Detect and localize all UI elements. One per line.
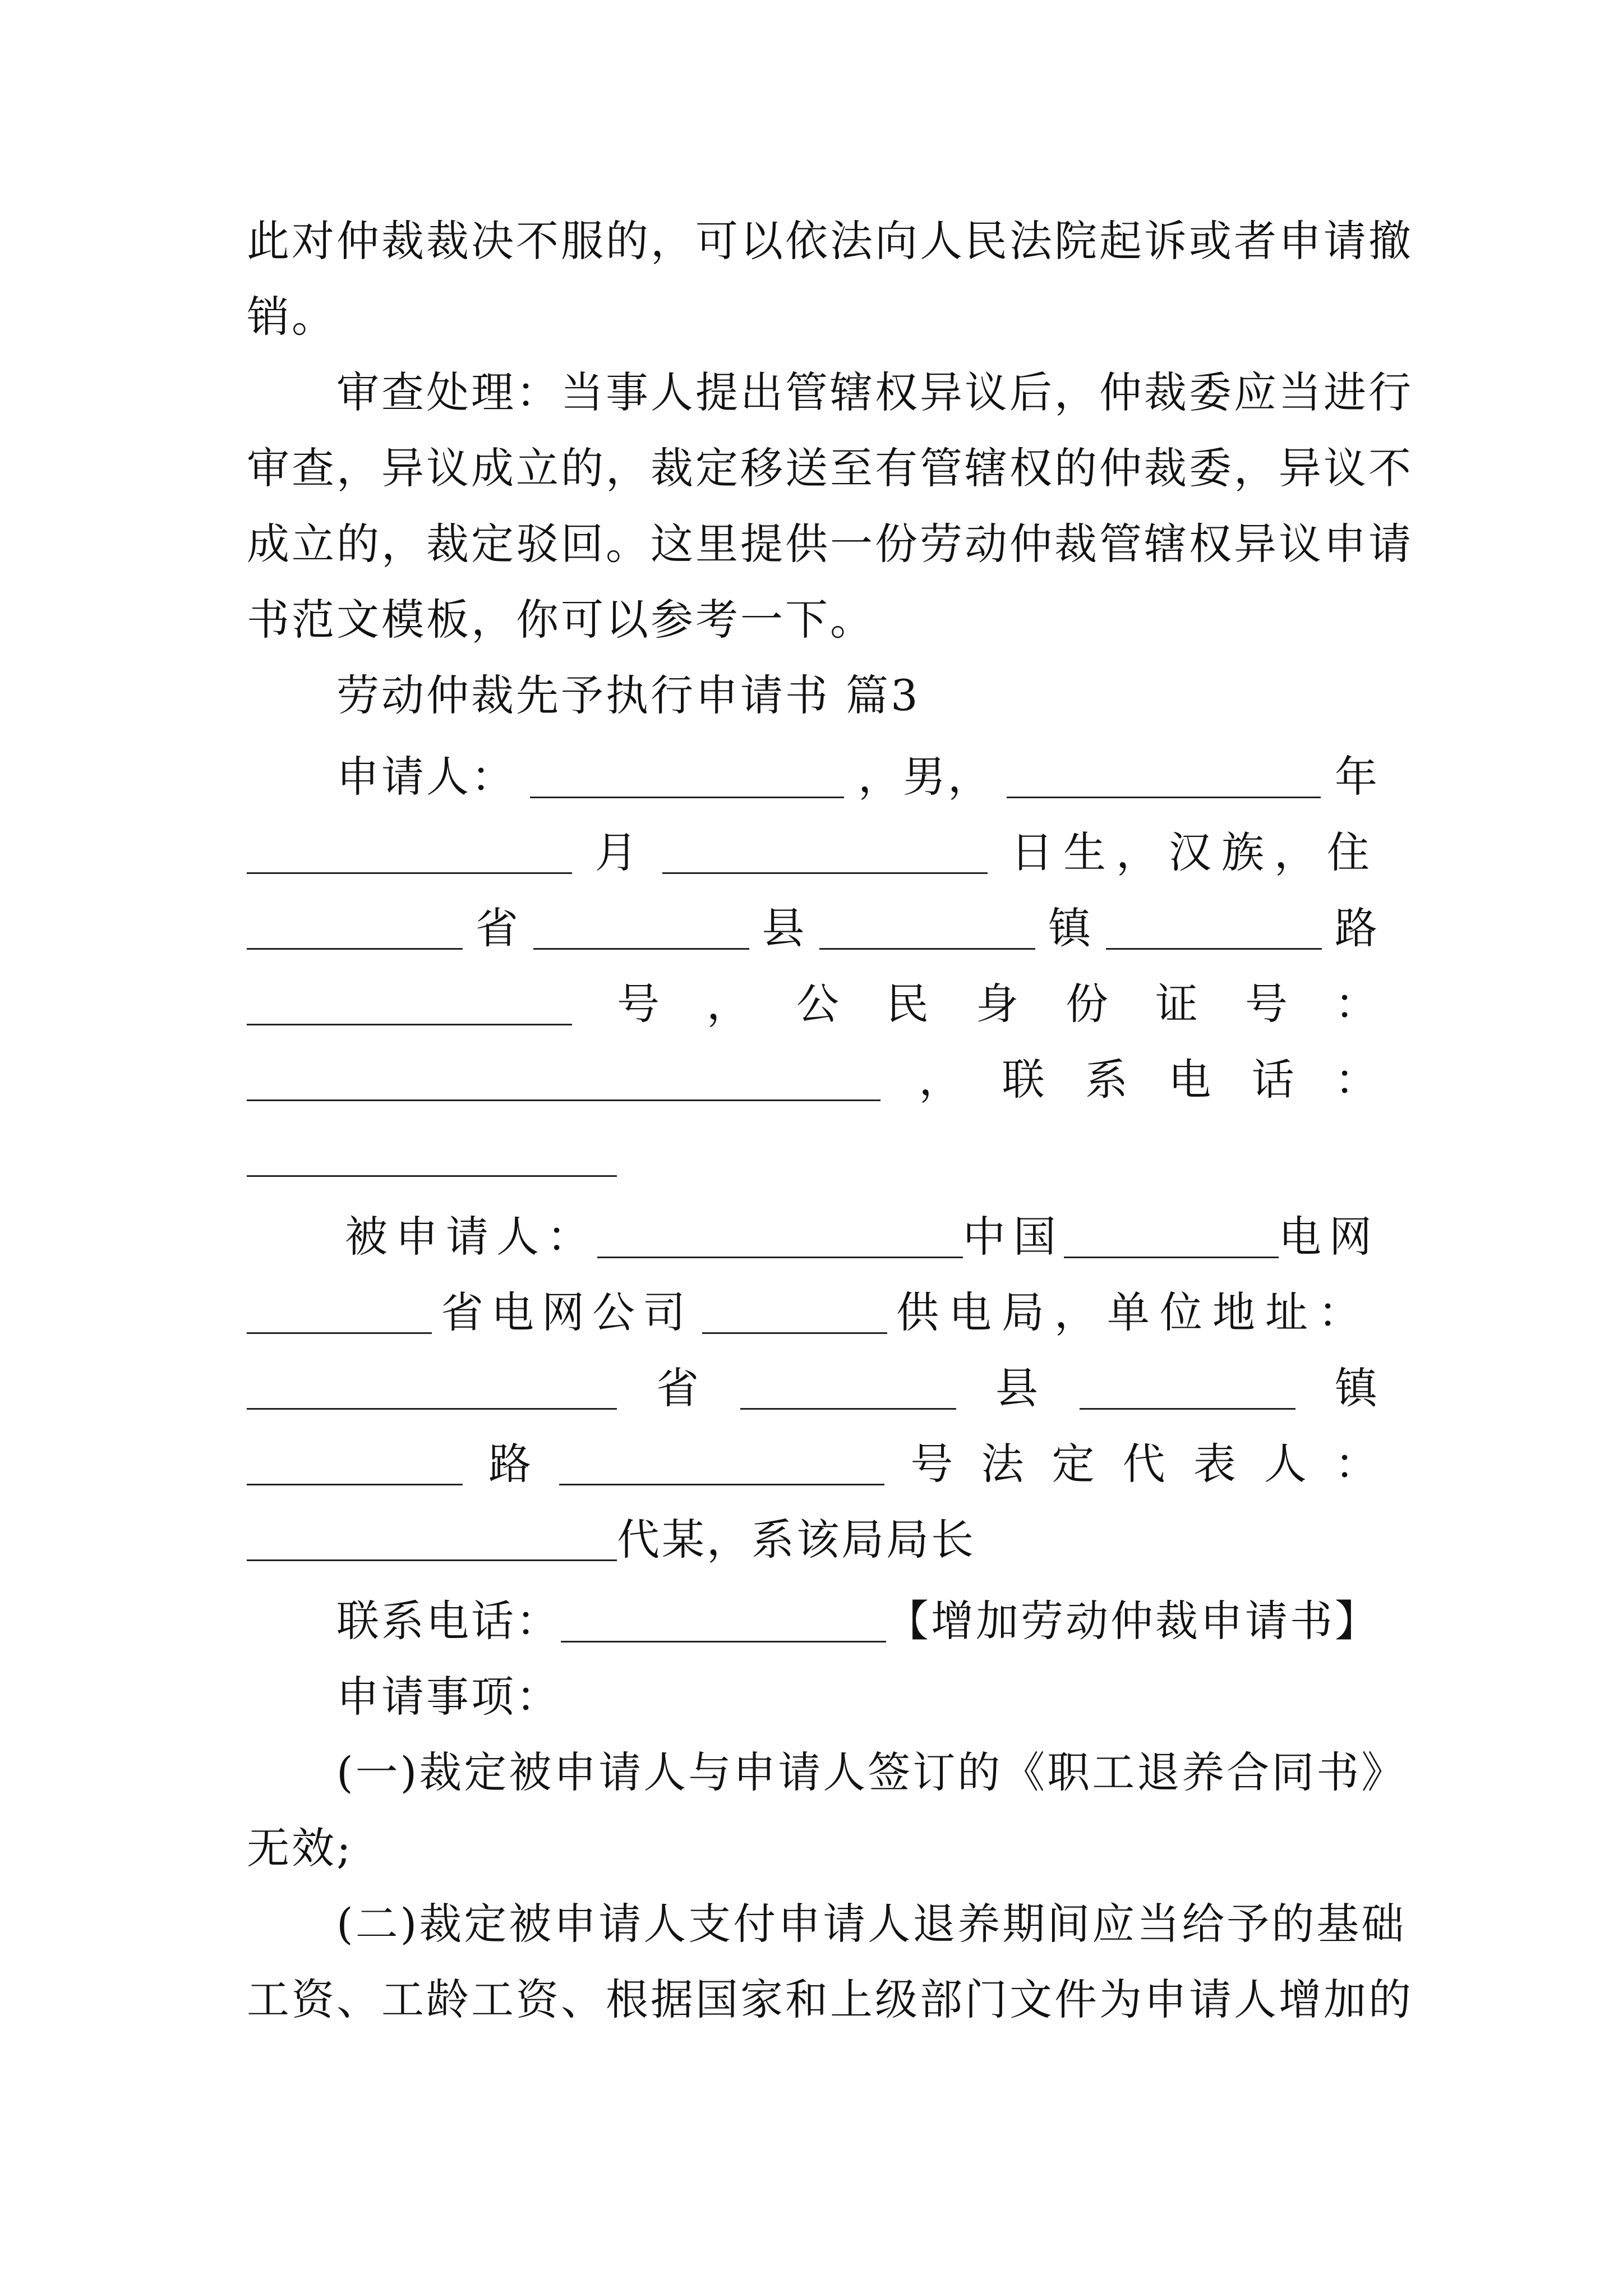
form-text: 证 xyxy=(1155,979,1200,1029)
blank-field xyxy=(702,1292,887,1334)
form-text: 省 xyxy=(656,1363,701,1413)
text-line xyxy=(247,1818,1380,1879)
blank-field xyxy=(247,832,572,874)
blank-field xyxy=(740,1368,956,1410)
form-text: 话 xyxy=(1251,1055,1297,1105)
paragraph-text: 成立的，裁定驳回。这里提供一份劳动仲裁管辖权异议申请 xyxy=(247,519,1413,569)
form-text: ： xyxy=(1334,1055,1380,1105)
form-text: ，男， xyxy=(858,752,993,802)
form-text: 民 xyxy=(886,979,931,1029)
blank-field xyxy=(530,756,844,798)
form-text: 中国 xyxy=(962,1212,1064,1262)
paragraph-text: 此对仲裁裁决不服的，可以依法向人民法院起诉或者申请撤 xyxy=(247,216,1413,266)
form-text: 份 xyxy=(1066,979,1110,1029)
form-text: 路 xyxy=(1334,903,1380,953)
blank-field xyxy=(559,1443,884,1485)
form-text: 电网 xyxy=(1279,1212,1380,1262)
blank-field xyxy=(597,1216,963,1258)
blank-field xyxy=(561,1600,886,1642)
form-line xyxy=(345,1206,1380,1268)
form-text: 路 xyxy=(488,1439,534,1489)
form-line xyxy=(247,1049,1380,1111)
form-text: 号 xyxy=(910,1439,956,1489)
form-line xyxy=(247,822,1380,884)
blank-field xyxy=(247,1135,617,1177)
blank-field xyxy=(247,1519,617,1561)
blank-field xyxy=(247,908,463,950)
paragraph-text: 书范文模板，你可以参考一下。 xyxy=(247,595,875,645)
form-text: 供电局，单位地址： xyxy=(896,1287,1371,1337)
blank-field xyxy=(247,1292,432,1334)
paragraph-text: 审查处理：当事人提出管辖权异议后，仲裁委应当进行 xyxy=(336,367,1413,417)
form-text: ， xyxy=(919,1055,964,1105)
form-line xyxy=(247,1125,1380,1186)
text-line xyxy=(247,438,1413,499)
form-text: 法 xyxy=(981,1439,1026,1489)
blank-field xyxy=(247,1368,617,1410)
form-text: 镇 xyxy=(1335,1363,1380,1413)
heading-text: 劳动仲裁先予执行申请书 篇3 xyxy=(336,670,920,720)
form-text: ： xyxy=(1334,1439,1380,1489)
form-text: 镇 xyxy=(1048,903,1094,953)
blank-field xyxy=(533,908,749,950)
form-text: 县 xyxy=(762,903,807,953)
form-text: 代某，系该局局长 xyxy=(617,1515,976,1565)
item-text: (一)裁定被申请人与申请人签订的《职工退养合同书》 xyxy=(336,1747,1407,1797)
form-text: 身 xyxy=(976,979,1021,1029)
text-line xyxy=(336,1742,1407,1803)
respondent-label: 被申请人： xyxy=(345,1212,597,1262)
form-text: 省电网公司 xyxy=(441,1287,693,1337)
item-text: 无效; xyxy=(247,1823,353,1873)
text-line xyxy=(247,513,1413,575)
text-line xyxy=(247,1969,1413,2031)
form-text: 电 xyxy=(1168,1055,1214,1105)
form-text: 号 xyxy=(617,979,662,1029)
paragraph-text: 审查，异议成立的，裁定移送至有管辖权的仲裁委，异议不 xyxy=(247,443,1413,493)
form-text: 日生，汉族，住 xyxy=(1010,827,1380,877)
item-text: (二)裁定被申请人支付申请人退养期间应当给予的基础 xyxy=(336,1899,1407,1949)
text-line xyxy=(336,1666,1380,1728)
form-line xyxy=(247,1433,1380,1495)
form-text: 号 xyxy=(1245,979,1290,1029)
blank-field xyxy=(247,1059,880,1101)
form-text: 【增加劳动仲裁申请书】 xyxy=(886,1596,1380,1646)
text-line xyxy=(247,589,1380,651)
blank-field xyxy=(819,908,1035,950)
text-line xyxy=(336,1893,1407,1955)
blank-field xyxy=(1106,908,1322,950)
section-heading xyxy=(336,665,1380,726)
blank-field xyxy=(1080,1368,1295,1410)
paragraph-text: 销。 xyxy=(247,292,336,342)
contact-label: 联系电话： xyxy=(336,1596,561,1646)
text-line xyxy=(336,362,1413,424)
blank-field xyxy=(1007,756,1321,798)
blank-field xyxy=(247,983,572,1025)
form-line xyxy=(247,1509,1380,1571)
form-line xyxy=(247,973,1380,1035)
form-text: 人 xyxy=(1264,1439,1309,1489)
form-text: 年 xyxy=(1335,752,1380,802)
form-line xyxy=(336,746,1380,808)
blank-field xyxy=(247,1443,463,1485)
form-text: ： xyxy=(1335,979,1380,1029)
form-line xyxy=(247,1358,1380,1419)
form-line xyxy=(247,898,1380,959)
form-text: 代 xyxy=(1122,1439,1168,1489)
text-line xyxy=(247,286,1380,348)
form-text: ， xyxy=(707,979,751,1029)
form-text: 公 xyxy=(796,979,841,1029)
form-text: 系 xyxy=(1085,1055,1130,1105)
form-text: 省 xyxy=(475,903,520,953)
blank-field xyxy=(662,832,988,874)
applicant-label: 申请人： xyxy=(336,752,516,802)
items-title: 申请事项： xyxy=(336,1672,561,1722)
blank-field xyxy=(1064,1216,1279,1258)
form-text: 定 xyxy=(1052,1439,1097,1489)
text-line xyxy=(247,210,1413,272)
form-text: 表 xyxy=(1193,1439,1238,1489)
form-text: 联 xyxy=(1002,1055,1047,1105)
item-text: 工资、工龄工资、根据国家和上级部门文件为申请人增加的 xyxy=(247,1975,1413,2024)
form-text: 县 xyxy=(995,1363,1040,1413)
form-text: 月 xyxy=(594,827,640,877)
form-line xyxy=(247,1282,1380,1343)
form-line xyxy=(336,1590,1380,1652)
